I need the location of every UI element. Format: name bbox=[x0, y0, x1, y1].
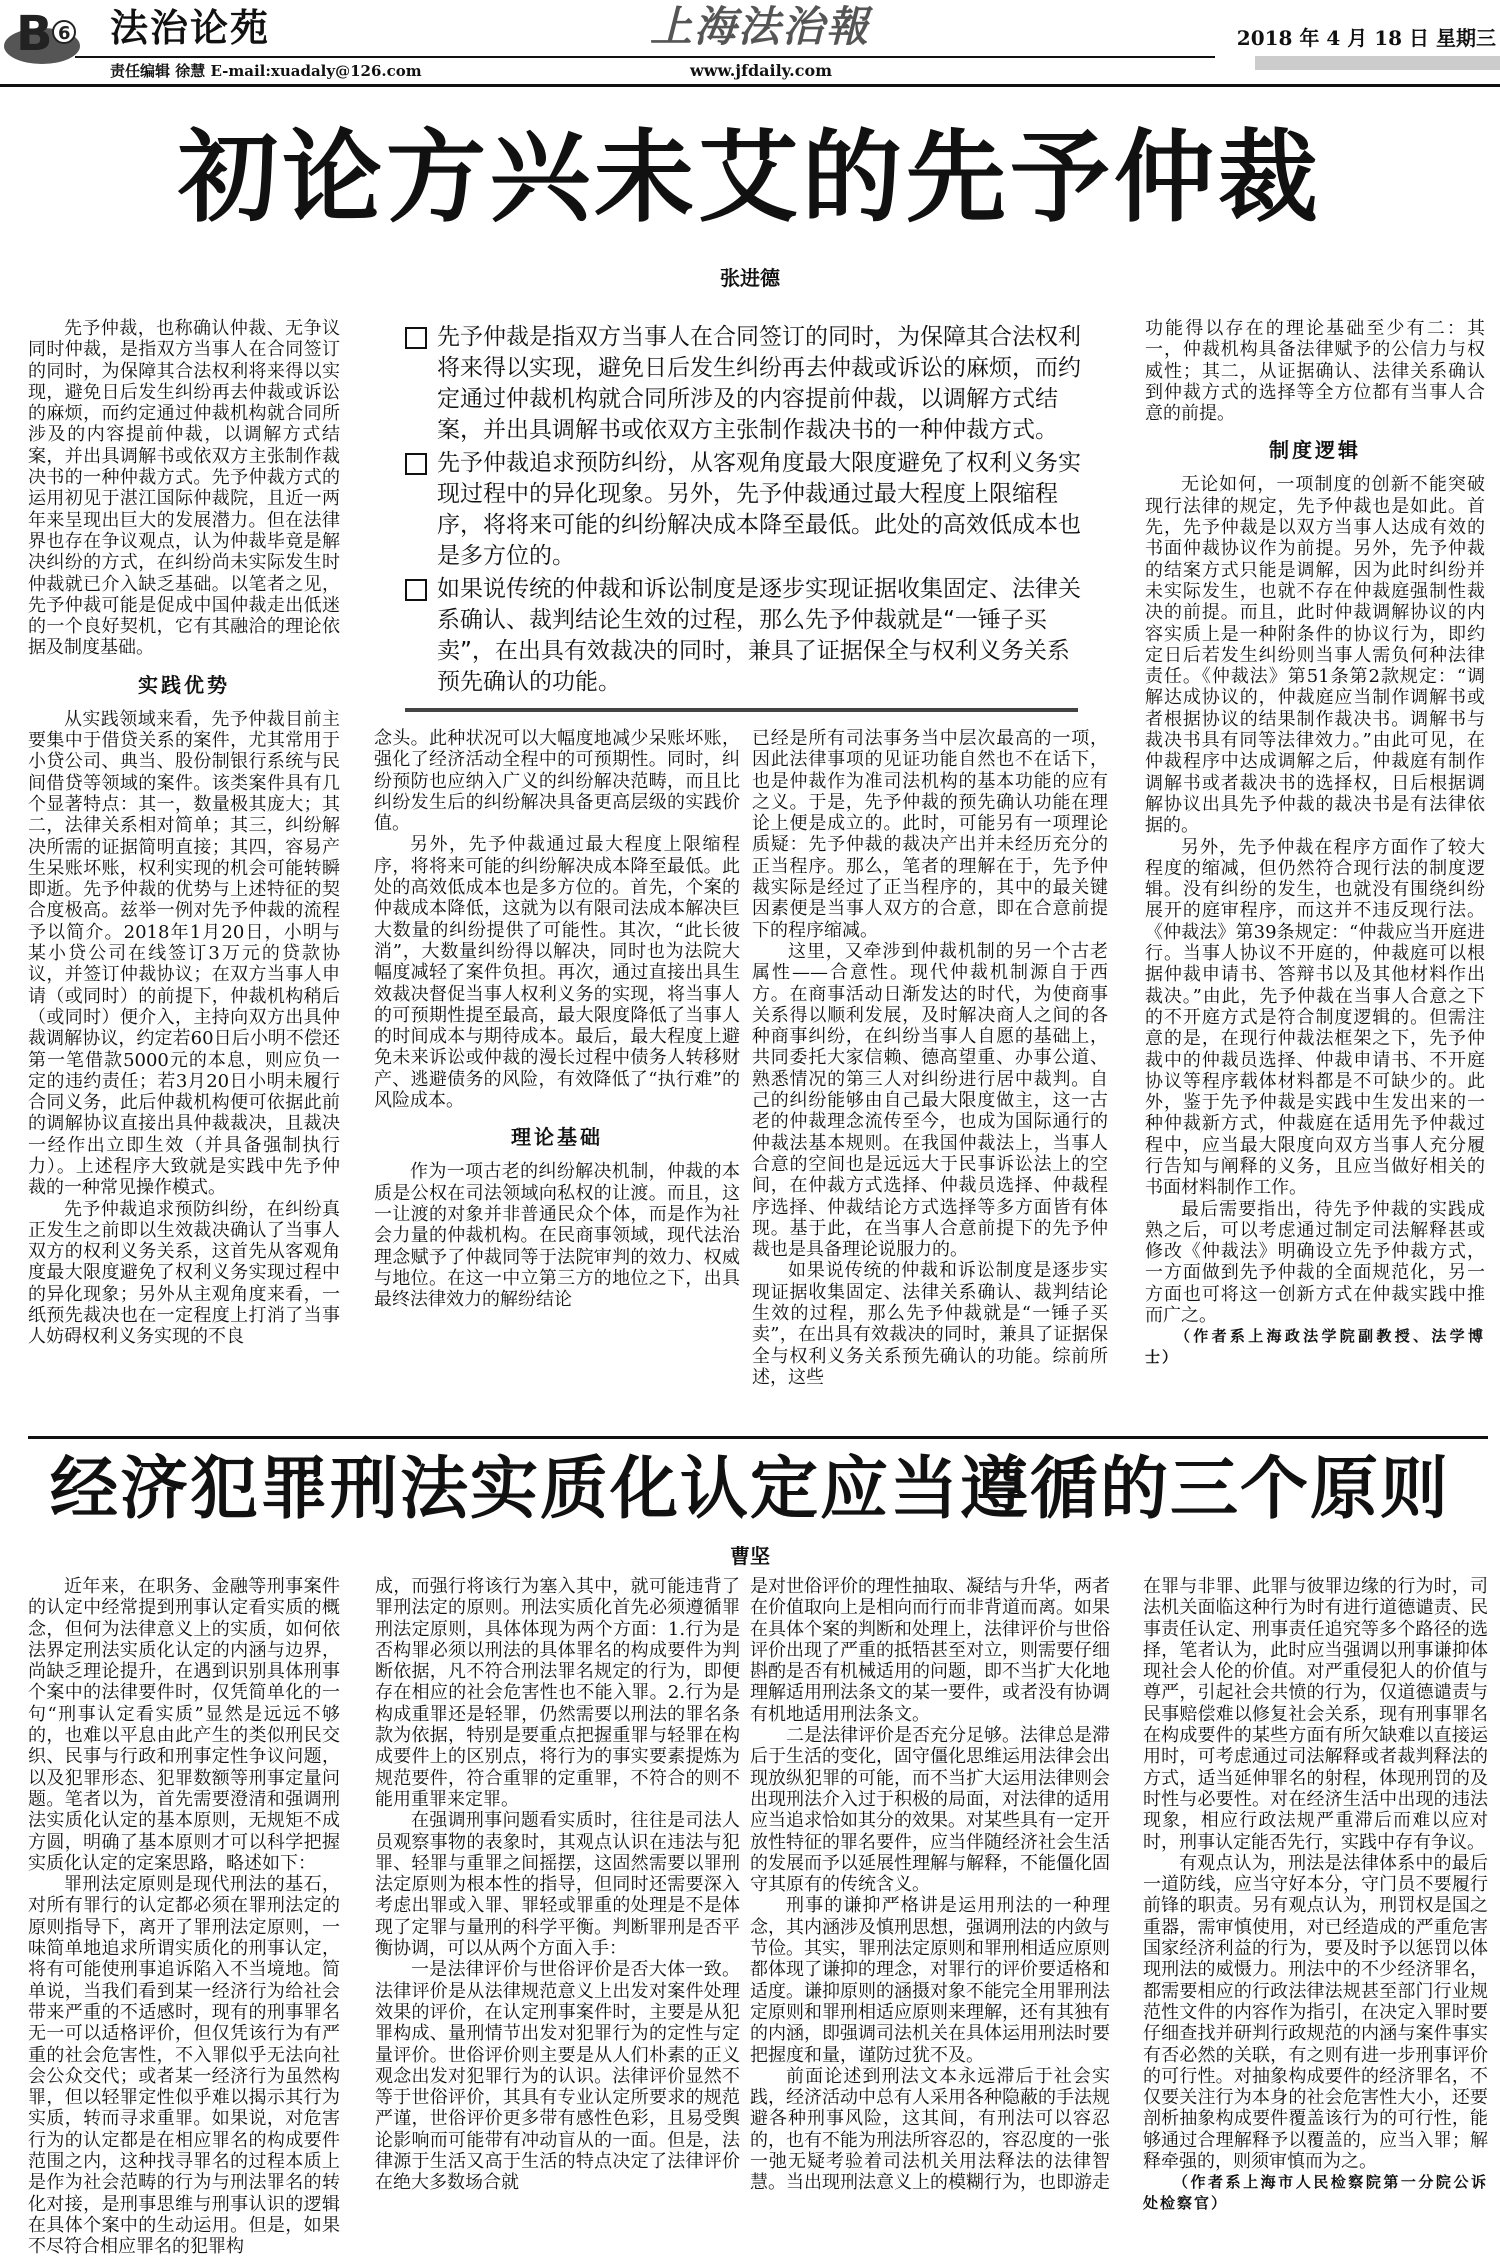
article2-headline: 经济犯罪刑法实质化认定应当遵循的三个原则 bbox=[49, 1450, 1450, 1529]
paragraph: 如果说传统的仲裁和诉讼制度是逐步实现证据收集固定、法律关系确认、裁判结论生效的过程，那么先予仲裁就是“一锤子买卖”，在出具有效裁决的同时，兼具了证据保全与权利义务关系预先确认的功能。综前所述，这些 bbox=[752, 1260, 1108, 1388]
newspaper-logo: 上海法治報 bbox=[650, 2, 871, 51]
checkbox-square-icon bbox=[405, 327, 427, 349]
article1-column-1 bbox=[28, 318, 340, 1348]
article2-column-4 bbox=[1143, 1576, 1488, 2214]
article1-pullquote bbox=[405, 322, 1083, 700]
section-title: 法治论苑 bbox=[110, 6, 271, 50]
paragraph: 念头。此种状况可以大幅度地减少呆账坏账，强化了经济活动全程中的可预期性。同时，纠纷预防也应纳入广义的纠纷解决范畴，而且比纠纷发生后的纠纷解决具备更高层级的实践价值。 bbox=[374, 728, 740, 835]
paragraph: 刑事的谦抑严格讲是运用刑法的一种理念，其内涵涉及慎刑思想，强调刑法的内敛与节俭。其实，罪刑法定原则和罪刑相适应原则都体现了谦抑的理念，对罪行的评价要适格和适度。谦抑原则的涵摄对象不能完全用罪刑法定原则和罪刑相适应原则来理解，还有其独有的内涵，即强调司法机关在具体运用刑法时要把握度和量，谨防过犹不及。 bbox=[750, 1895, 1110, 2066]
subheading: 实践优势 bbox=[138, 672, 230, 697]
paragraph: 二是法律评价是否充分足够。法律总是滞后于生活的变化，固守僵化思维运用法律会出现放纵犯罪的可能，而不当扩大运用法律则会出现刑法介入过于积极的局面，对法律的适用应当追求恰如其分的效果。对某些具有一定开放性特征的罪名要件，应当伴随经济社会生活的发展而予以延展性理解与解释，不能僵化固守其原有的传统含义。 bbox=[750, 1725, 1110, 1896]
author-byline: （作者系上海市人民检察院第一分院公诉处检察官） bbox=[1143, 2173, 1488, 2213]
article-separator bbox=[28, 1436, 1488, 1439]
page-letter: B bbox=[16, 6, 53, 62]
paragraph: 功能得以存在的理论基础至少有二：其一，仲裁机构具备法律赋予的公信力与权威性；其二，从证据确认、法律关系确认到仲裁方式的选择等全方位都有当事人合意的前提。 bbox=[1145, 318, 1485, 425]
paragraph: 从实践领域来看，先予仲裁目前主要集中于借贷关系的案件，尤其常用于小贷公司、典当、股份制银行系统与民间借贷等领域的案件。该类案件具有几个显著特点：其一，数量极其庞大；其二，法律关系相对简单；其三，纠纷解决所需的证据简明直接；其四，容易产生呆账坏账，权利实现的机会可能转瞬即逝。先予仲裁的优势与上述特征的契合度极高。兹举一例对先予仲裁的流程予以简介。2018年1月20日，小明与某小贷公司在线签订3万元的贷款协议，并签订仲裁协议；在双方当事人申请（或同时）的前提下，仲裁机构稍后（或同时）便介入，主持向双方出具仲裁调解协议，约定若60日后小明不偿还第一笔借款5000元的本息，则应负一定的违约责任；若3月20日小明未履行合同义务，此后仲裁机构便可依据此前的调解协议直接出具仲裁裁决，且裁决一经作出立即生效（并具备强制执行力）。上述程序大致就是实践中先予仲裁的一种常见操作模式。 bbox=[28, 708, 340, 1199]
editor-info: 责任编辑 徐慧 E-mail:xuadaly@126.com bbox=[110, 62, 422, 80]
pullquote-text: 先予仲裁是指双方当事人在合同签订的同时，为保障其合法权利将来得以实现，避免日后发生纠纷再去仲裁或诉讼的麻烦，而约定通过仲裁机构就合同所涉及的内容提前仲裁，以调解方式结案，并出具调解书或依双方主张制作裁决书的一种仲裁方式。 bbox=[437, 324, 1081, 443]
paragraph: 作为一项古老的纠纷解决机制，仲裁的本质是公权在司法领域向私权的让渡。而且，这一让渡的对象并非普通民众个体，而是作为社会力量的仲裁机构。在民商事领域，现代法治理念赋予了仲裁同等于法院审判的效力、权威与地位。在这一中立第三方的地位之下，出具最终法律效力的解纷结论 bbox=[374, 1161, 740, 1311]
checkbox-square-icon bbox=[405, 579, 427, 601]
header-rule bbox=[75, 56, 1215, 58]
website-link[interactable]: www.jfdaily.com bbox=[690, 61, 833, 80]
paragraph: 一是法律评价与世俗评价是否大体一致。法律评价是从法律规范意义上出发对案件处理效果的评价，在认定刑事案件时，主要是从犯罪构成、量刑情节出发对犯罪行为的定性与定量评价。世俗评价则主要是从人们朴素的正义观念出发对犯罪行为的认识。法律评价显然不等于世俗评价，其具有专业认定所要求的规范严谨，世俗评价更多带有感性色彩，且易受舆论影响而可能带有冲动盲从的一面。但是，法律源于生活又高于生活的特点决定了法律评价在绝大多数场合就 bbox=[375, 1959, 740, 2194]
article1-headline: 初论方兴未艾的先予仲裁 bbox=[178, 119, 1322, 236]
paragraph: 另外，先予仲裁在程序方面作了较大程度的缩减，但仍然符合现行法的制度逻辑。没有纠纷的发生，也就没有围绕纠纷展开的庭审程序，而这并不违反现行法。《仲裁法》第39条规定：“仲裁应当开庭进行。当事人协议不开庭的，仲裁庭可以根据仲裁申请书、答辩书以及其他材料作出裁决。”由此，先予仲裁在当事人合意之下的不开庭方式是符合制度逻辑的。但需注意的是，在现行仲裁法框架之下，先予仲裁中的仲裁员选择、仲裁申请书、不开庭协议等程序载体材料都是不可缺少的。此外，鉴于先予仲裁是实践中生发出来的一种仲裁新方式，仲裁庭在适用先予仲裁过程中，应当最大限度向双方当事人充分履行告知与阐释的义务，且应当做好相关的书面材料制作工作。 bbox=[1145, 836, 1485, 1199]
paragraph: 近年来，在职务、金融等刑事案件的认定中经常提到刑事认定看实质的概念，但何为法律意义上的实质，如何依法界定刑法实质化认定的内涵与边界，尚缺乏理论提升，在遇到识别具体刑事个案中的法律要件时，仅凭简单化的一句“刑事认定看实质”显然是远远不够的，也难以平息由此产生的类似刑民交织、民事与行政和刑事定性争议问题，以及犯罪形态、犯罪数额等刑事定量问题。笔者以为，首先需要澄清和强调刑法实质化认定的基本原则，无规矩不成方圆，明确了基本原则才可以科学把握实质化认定的定案思路，略述如下： bbox=[28, 1576, 340, 1874]
page-number: 6 bbox=[58, 23, 71, 44]
article1-column-3 bbox=[752, 728, 1108, 1388]
article2-author: 曹坚 bbox=[730, 1544, 770, 1568]
paragraph: 在罪与非罪、此罪与彼罪边缘的行为时，司法机关面临这种行为时有进行道德谴责、民事责任认定、刑事责任追究等多个路径的选择，笔者认为，此时应当强调以刑事谦抑体现社会人伦的价值。对严重侵犯人的价值与尊严，引起社会共愤的行为，仅道德谴责与民事赔偿难以修复社会关系，现有刑事罪名在构成要件的某些方面有所欠缺难以直接运用时，可考虑通过司法解释或者裁判释法的方式，适当延伸罪名的射程，体现刑罚的及时性与必要性。对在经济生活中出现的违法现象，相应行政法规严重滞后而难以应对时，刑事认定能否先行，实践中存有争议。 bbox=[1143, 1576, 1488, 1853]
paragraph: 先予仲裁，也称确认仲裁、无争议同时仲裁，是指双方当事人在合同签订的同时，为保障其合法权利将来得以实现，避免日后发生纠纷再去仲裁或诉讼的麻烦，而约定通过仲裁机构就合同所涉及的内容提前仲裁，以调解方式结案，并出具调解书或依双方主张制作裁决书的一种仲裁方式。先予仲裁方式的运用初见于湛江国际仲裁院，且近一两年来呈现出巨大的发展潜力。但在法律界也存在争议观点，认为仲裁毕竟是解决纠纷的方式，在纠纷尚未实际发生时仲裁就已介入缺乏基础。以笔者之见，先予仲裁可能是促成中国仲裁走出低迷的一个良好契机，它有其融洽的理论依据及制度基础。 bbox=[28, 318, 340, 659]
paragraph: 已经是所有司法事务当中层次最高的一项，因此法律事项的见证功能自然也不在话下，也是仲裁作为准司法机构的基本功能的应有之义。于是，先予仲裁的预先确认功能在理论上便是成立的。此时，可能另有一项理论质疑：先予仲裁的裁决产出并未经历充分的正当程序。那么，笔者的理解在于，先予仲裁实际是经过了正当程序的，其中的最关键因素便是当事人双方的合意，即在合意前提下的程序缩减。 bbox=[752, 728, 1108, 941]
pullquote-item bbox=[405, 448, 1083, 572]
pullquote-text: 先予仲裁追求预防纠纷，从客观角度最大限度避免了权利义务实现过程中的异化现象。另外，先予仲裁通过最大程度上限缩程序，将将来可能的纠纷解决成本降至最低。此处的高效低成本也是多方位的。 bbox=[437, 450, 1081, 569]
paragraph: 另外，先予仲裁通过最大程度上限缩程序，将将来可能的纠纷解决成本降至最低。此处的高效低成本也是多方位的。首先，个案的仲裁成本降低，这就为以有限司法成本解决巨大数量的纠纷提供了可能性。其次，“此长彼消”，大数量纠纷得以解决，同时也为法院大幅度减轻了案件负担。再次，通过直接出具生效裁决督促当事人权利义务的实现，将当事人的可预期性提至最高，最大限度降低了当事人的时间成本与期待成本。最后，最大程度上避免未来诉讼或仲裁的漫长过程中债务人转移财产、逃避债务的风险，有效降低了“执行难”的风险成本。 bbox=[374, 834, 740, 1112]
header-gray-bar bbox=[1255, 56, 1500, 70]
paragraph: 这里，又牵涉到仲裁机制的另一个古老属性——合意性。现代仲裁机制源自于西方。在商事活动日渐发达的时代，为使商事关系得以顺利发展，及时解决商人之间的各种商事纠纷，在纠纷当事人自愿的基础上，共同委托大家信赖、德高望重、办事公道、熟悉情况的第三人对纠纷进行居中裁判。自己的纠纷能够由自己最大限度做主，这一古老的仲裁理念流传至今，也成为国际通行的仲裁法基本规则。在我国仲裁法上，当事人合意的空间也是远远大于民事诉讼法上的空间，在仲裁方式选择、仲裁员选择、仲裁程序选择、仲裁结论方式选择等多方面皆有体现。基于此，在当事人合意前提下的先予仲裁也是具备理论说服力的。 bbox=[752, 940, 1108, 1261]
header-bottom-rule bbox=[0, 84, 1500, 87]
checkbox-square-icon bbox=[405, 453, 427, 475]
article1-column-2 bbox=[374, 728, 740, 1310]
paragraph: 先予仲裁追求预防纠纷，在纠纷真正发生之前即以生效裁决确认了当事人双方的权利义务关系，这首先从客观角度最大限度避免了权利义务实现过程中的异化现象；另外从主观角度来看，一纸预先裁决也在一定程度上打消了当事人妨碍权利义务实现的不良 bbox=[28, 1198, 340, 1348]
subheading: 制度逻辑 bbox=[1269, 438, 1361, 463]
subheading: 理论基础 bbox=[511, 1125, 603, 1150]
pullquote-item bbox=[405, 574, 1083, 698]
paragraph: 有观点认为，刑法是法律体系中的最后一道防线，应当守好本分，守门员不要履行前锋的职责。另有观点认为，刑罚权是国之重器，需审慎使用，对已经造成的严重危害国家经济利益的行为，要及时予以惩罚以体现刑法的威慑力。刑法中的不少经济罪名，都需要相应的行政法律法规甚至部门行业规范性文件的内容作为指引，在决定入罪时要仔细查找并研判行政规范的内涵与案件事实有否必然的关联，有之则有进一步刑事评价的可行性。对抽象构成要件的经济罪名，不仅要关注行为本身的社会危害性大小，还要剖析抽象构成要件覆盖该行为的可行性，能够通过合理解释予以覆盖的，应当入罪；解释牵强的，则须审慎而为之。 bbox=[1143, 1852, 1488, 2173]
paragraph: 在强调刑事问题看实质时，往往是司法人员观察事物的表象时，其观点认识在违法与犯罪、轻罪与重罪之间摇摆，这固然需要以罪刑法定原则为根本性的指导，但同时还需要深入考虑出罪或入罪、罪轻或罪重的处理是不是体现了定罪与量刑的科学平衡。判断罪刑是否平衡协调，可以从两个方面入手： bbox=[375, 1810, 740, 1960]
paragraph: 是对世俗评价的理性抽取、凝结与升华，两者在价值取向上是相向而行而非背道而离。如果在具体个案的判断和处理上，法律评价与世俗评价出现了严重的抵牾甚至对立，则需要仔细斟酌是否有机械适用的问题，即不当扩大化地理解适用刑法条文的某一要件，或者没有协调有机地适用刑法条文。 bbox=[750, 1576, 1110, 1725]
paragraph: 前面论述到刑法文本永远滞后于社会实践，经济活动中总有人采用各种隐蔽的手法规避各种刑事风险，这其间，有刑法可以容忍的，也有不能为刑法所容忍的，容忍度的一张一弛无疑考验着司法机关用法释法的法律智慧。当出现刑法意义上的模糊行为，也即游走 bbox=[750, 2065, 1110, 2194]
article1-author: 张进德 bbox=[720, 266, 780, 290]
paragraph: 最后需要指出，待先予仲裁的实践成熟之后，可以考虑通过制定司法解释甚或修改《仲裁法》明确设立先予仲裁方式，一方面做到先予仲裁的全面规范化，另一方面也可将这一创新方式在仲裁实践中推而广之。 bbox=[1145, 1198, 1485, 1327]
article1-column-4 bbox=[1145, 318, 1485, 1368]
article2-column-3 bbox=[750, 1576, 1110, 2194]
paragraph: 成，而强行将该行为塞入其中，就可能违背了罪刑法定的原则。刑法实质化首先必须遵循罪刑法定原则，具体体现为两个方面：1.行为是否构罪必须以刑法的具体罪名的构成要件为判断依据，凡不符合刑法罪名规定的行为，即便存在相应的社会危害性也不能入罪。2.行为是构成重罪还是轻罪，仍然需要以刑法的罪名条款为依据，特别是要重点把握重罪与轻罪在构成要件上的区别点，将行为的事实要素提炼为规范要件，符合重罪的定重罪，不符合的则不能用重罪来定罪。 bbox=[375, 1576, 740, 1810]
issue-date: 2018 年 4 月 18 日 星期三 bbox=[1236, 26, 1496, 50]
pullquote-item bbox=[405, 322, 1083, 446]
paragraph: 罪刑法定原则是现代刑法的基石，对所有罪行的认定都必须在罪刑法定的原则指导下，离开了罪刑法定原则，一味简单地追求所谓实质化的刑事认定，将有可能使刑事追诉陷入不当境地。简单说，当我们看到某一经济行为给社会带来严重的不适感时，现有的刑事罪名无一可以适格评价，但仅凭该行为有严重的社会危害性，不入罪似乎无法向社会公众交代；或者某一经济行为虽然构罪，但以轻罪定性似乎难以揭示其行为实质，转而寻求重罪。如果说，对危害行为的认定都是在相应罪名的构成要件范围之内，这种找寻罪名的过程本质上是作为社会范畴的行为与刑法罪名的转化对接，是刑事思维与刑事认识的逻辑在具体个案中的生动运用。但是，如果不尽符合相应罪名的犯罪构 bbox=[28, 1874, 340, 2258]
article2-column-2 bbox=[375, 1576, 740, 2194]
paragraph: 无论如何，一项制度的创新不能突破现行法律的规定，先予仲裁也是如此。首先，先予仲裁是以双方当事人达成有效的书面仲裁协议作为前提。另外，先予仲裁的结案方式只能是调解，因为此时纠纷并未实际发生，也就不存在仲裁庭强制性裁决的前提。而且，此时仲裁调解协议的内容实质上是一种附条件的协议行为，即约定日后若发生纠纷则当事人需负何种法律责任。《仲裁法》第51条第2款规定：“调解达成协议的，仲裁庭应当制作调解书或者根据协议的结果制作裁决书。调解书与裁决书具有同等法律效力。”由此可见，在仲裁程序中达成调解之后，仲裁庭有制作调解书或者裁决书的选择权，日后根据调解协议出具先予仲裁的裁决书是有法律依据的。 bbox=[1145, 474, 1485, 837]
pullquote-text: 如果说传统的仲裁和诉讼制度是逐步实现证据收集固定、法律关系确认、裁判结论生效的过程，那么先予仲裁就是“一锤子买卖”，在出具有效裁决的同时，兼具了证据保全与权利义务关系预先确认的功能。 bbox=[437, 576, 1081, 695]
pullquote-rule bbox=[405, 708, 1078, 712]
author-byline: （作者系上海政法学院副教授、法学博士） bbox=[1145, 1327, 1485, 1367]
article2-column-1 bbox=[28, 1576, 340, 2258]
